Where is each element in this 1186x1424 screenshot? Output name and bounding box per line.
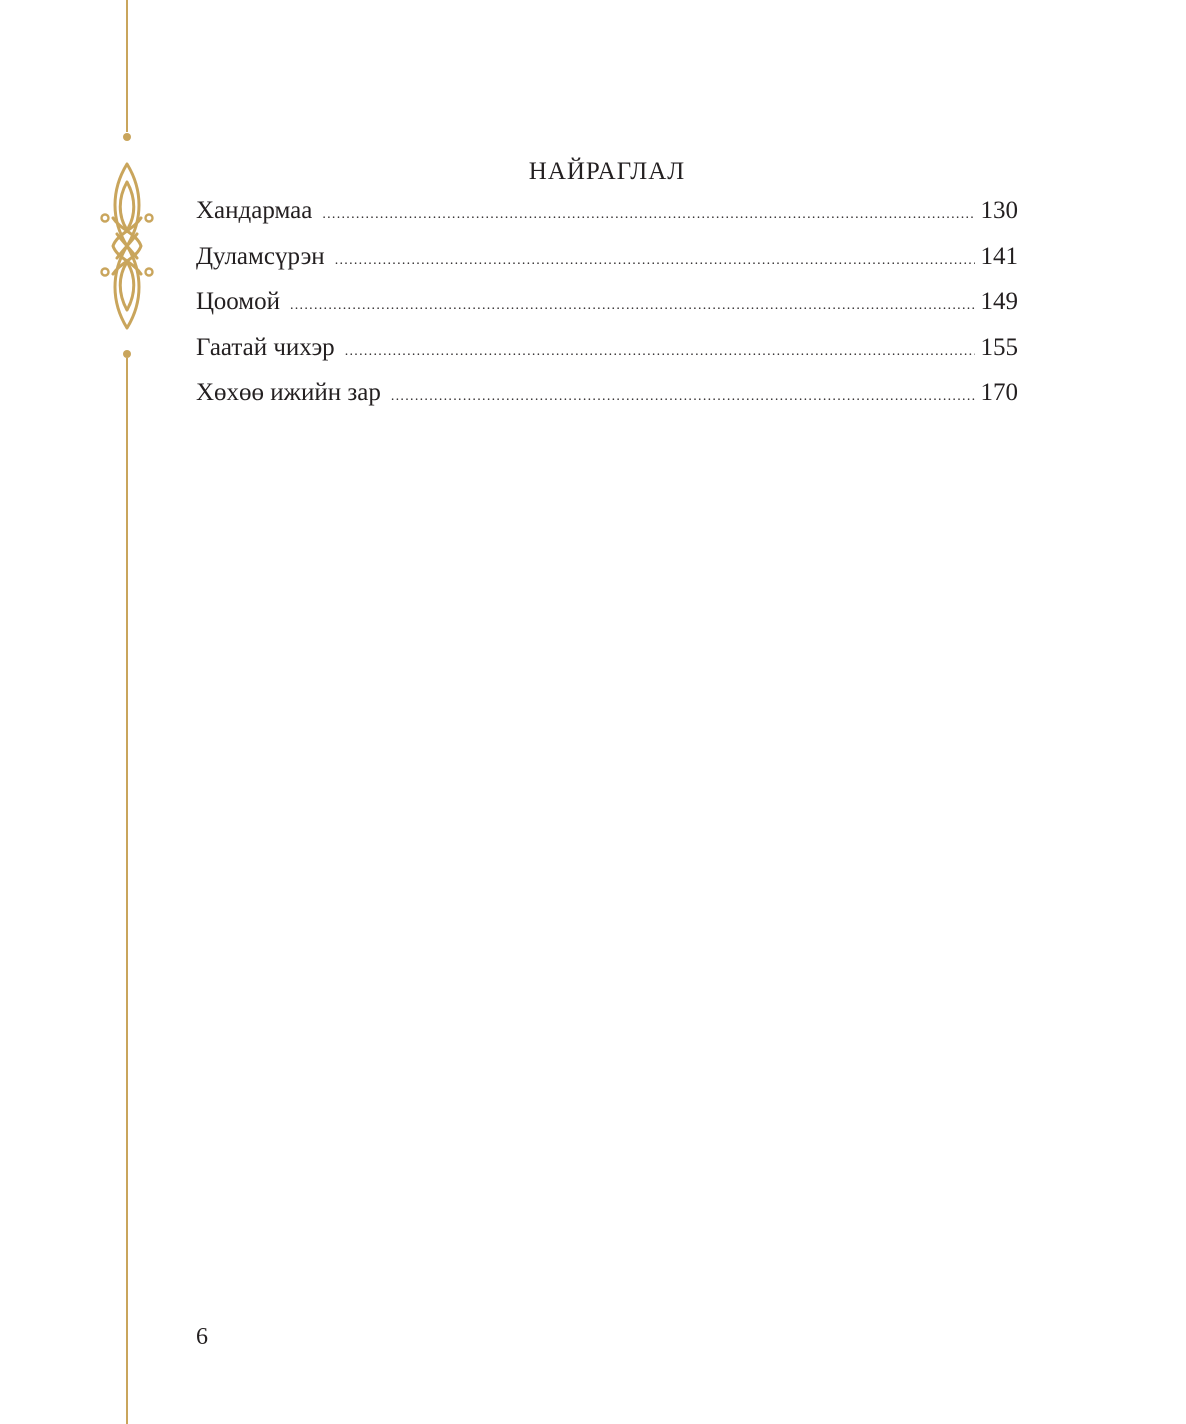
toc-dot-leader (391, 380, 975, 414)
toc-entry-title: Хөхөө ижийн зар (196, 379, 381, 406)
page-number: 6 (196, 1324, 208, 1350)
toc-list (196, 194, 1018, 422)
toc-entry[interactable] (196, 285, 1018, 331)
toc-dot-leader (335, 244, 975, 278)
vertical-rule-bottom (126, 358, 128, 1424)
vertical-rule-top (126, 0, 128, 132)
toc-title: НАЙРАГЛАЛ (528, 158, 686, 185)
toc-entry-title: Дуламсүрэн (196, 242, 325, 270)
toc-entry-page: 149 (980, 288, 1018, 315)
toc-entry[interactable] (196, 376, 1018, 422)
toc-entry-title: Цоомой (196, 288, 280, 315)
toc-entry[interactable] (196, 240, 1018, 286)
toc-entry-title: Гаатай чихэр (196, 333, 335, 361)
toc-dot-leader (345, 335, 975, 369)
toc-entry-page: 170 (980, 379, 1018, 406)
rule-dot-bottom (123, 350, 131, 358)
rule-dot-top (123, 133, 131, 141)
toc-entry-title: Хандармаа (196, 197, 313, 224)
toc-entry-page: 130 (980, 197, 1018, 224)
toc-entry[interactable] (196, 331, 1018, 377)
toc-entry-page: 141 (980, 242, 1018, 270)
knot-ornament-icon (97, 160, 157, 332)
toc-dot-leader (290, 289, 975, 323)
toc-dot-leader (322, 198, 974, 232)
toc-entry-page: 155 (980, 333, 1018, 361)
toc-entry[interactable] (196, 194, 1018, 240)
